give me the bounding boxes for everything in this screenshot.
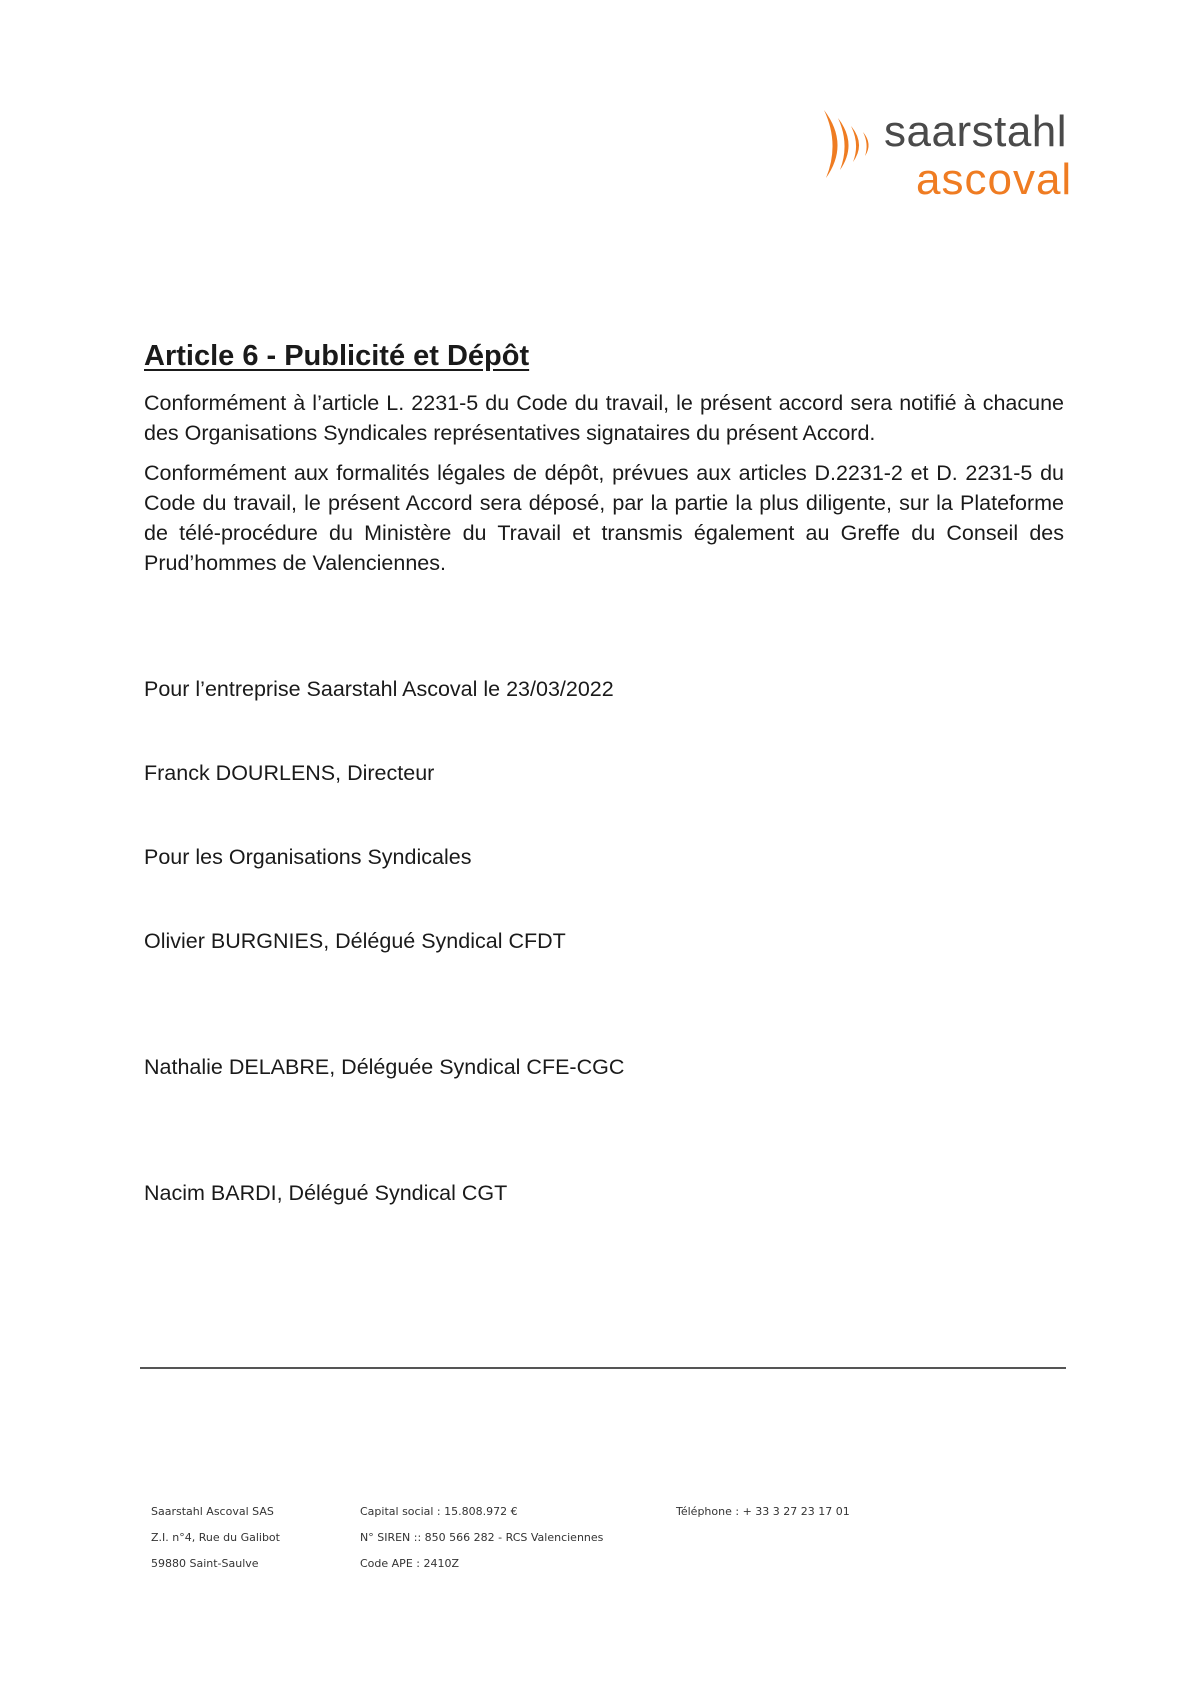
article-paragraph-1: Conformément à l’article L. 2231-5 du Code du travail, le présent accord sera notifié à chacune des Organisations Syndicales représentatives signataires du présent Accord. <box>144 391 1064 445</box>
cgt-signature: Nacim BARDI, Délégué Syndical CGT <box>144 1181 508 1205</box>
article-title: Article 6 - Publicité et Dépôt <box>144 340 530 372</box>
footer-capital: Capital social : 15.808.972 € <box>360 1505 518 1518</box>
cfdt-signature: Olivier BURGNIES, Délégué Syndical CFDT <box>144 929 566 953</box>
article-section <box>144 336 1064 588</box>
footer-divider <box>140 1367 1066 1369</box>
director-signature: Franck DOURLENS, Directeur <box>144 761 435 785</box>
cfe-cgc-signature: Nathalie DELABRE, Déléguée Syndical CFE-CGC <box>144 1055 625 1079</box>
logo-text-ascoval: ascoval <box>916 155 1073 204</box>
footer-address: Z.I. n°4, Rue du Galibot <box>151 1531 280 1544</box>
footer-ape: Code APE : 2410Z <box>360 1557 459 1570</box>
footer-phone: Téléphone : + 33 3 27 23 17 01 <box>676 1505 850 1518</box>
logo-text-saarstahl: saarstahl <box>884 107 1068 156</box>
company-logo <box>820 106 1073 206</box>
footer-siren: N° SIREN :: 850 566 282 - RCS Valenciennes <box>360 1531 604 1544</box>
company-signature-line: Pour l’entreprise Saarstahl Ascoval le 23/03/2022 <box>144 677 614 701</box>
article-paragraph-2: Conformément aux formalités légales de dépôt, prévues aux articles D.2231-2 et D. 2231-5 du Code du travail, le présent Accord sera déposé, par la partie la plus diligente, sur la Plateforme de télé-procédure du Ministère du Travail et transmis également au Greffe du Conseil des Prud’hommes de Valenciennes. <box>144 461 1064 575</box>
footer-city: 59880 Saint-Saulve <box>151 1557 259 1570</box>
footer-company-name: Saarstahl Ascoval SAS <box>151 1505 274 1518</box>
unions-signature-line: Pour les Organisations Syndicales <box>144 845 472 869</box>
saarstahl-logo-icon <box>820 108 880 180</box>
